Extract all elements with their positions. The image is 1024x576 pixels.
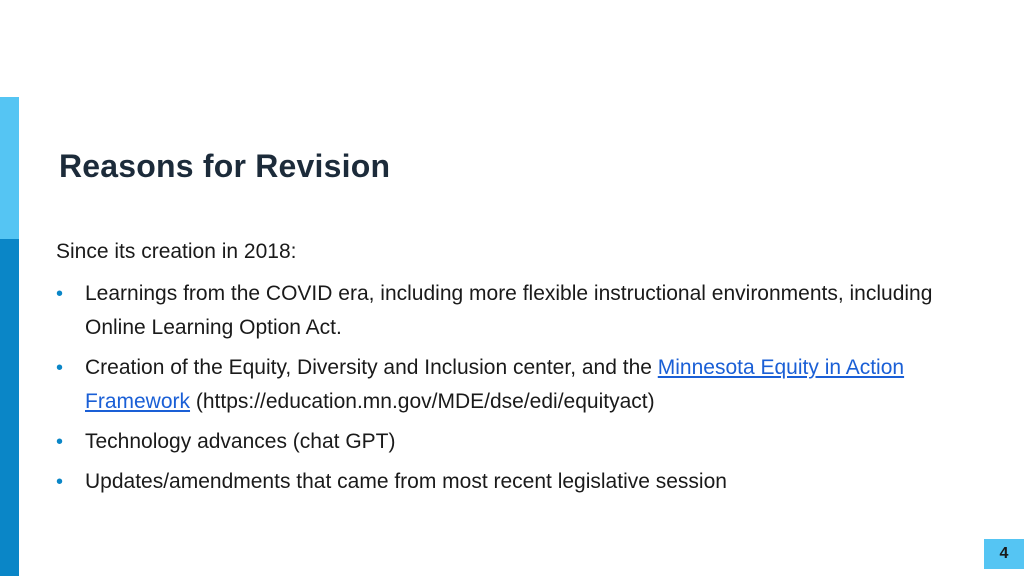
equity-framework-link[interactable]: Minnesota Equity in Action Framework — [85, 356, 905, 413]
bullet-item-technology — [56, 425, 956, 459]
bullet-dot-icon: • — [56, 431, 64, 453]
bullet-text-before-link: Creation of the Equity, Diversity and Inclusion center, and the — [85, 356, 658, 379]
accent-bar-bottom — [0, 239, 19, 576]
bullet-item-covid — [56, 277, 956, 345]
bullet-text: Technology advances (chat GPT) — [85, 430, 396, 453]
bullet-item-legislative — [56, 465, 956, 499]
bullet-dot-icon: • — [56, 357, 64, 379]
bullet-item-equity — [56, 351, 956, 419]
bullet-list — [56, 277, 956, 505]
bullet-dot-icon: • — [56, 471, 64, 493]
bullet-text: Learnings from the COVID era, including more flexible instructional environments, including Online Learning Option Act. — [85, 282, 933, 339]
accent-bar-top — [0, 97, 19, 239]
slide-title: Reasons for Revision — [59, 148, 391, 184]
bullet-dot-icon: • — [56, 283, 64, 305]
bullet-text-after-link: (https://education.mn.gov/MDE/dse/edi/equityact) — [190, 390, 655, 413]
intro-text: Since its creation in 2018: — [56, 240, 297, 263]
page-number-badge: 4 — [984, 539, 1024, 569]
bullet-text: Updates/amendments that came from most recent legislative session — [85, 470, 727, 493]
